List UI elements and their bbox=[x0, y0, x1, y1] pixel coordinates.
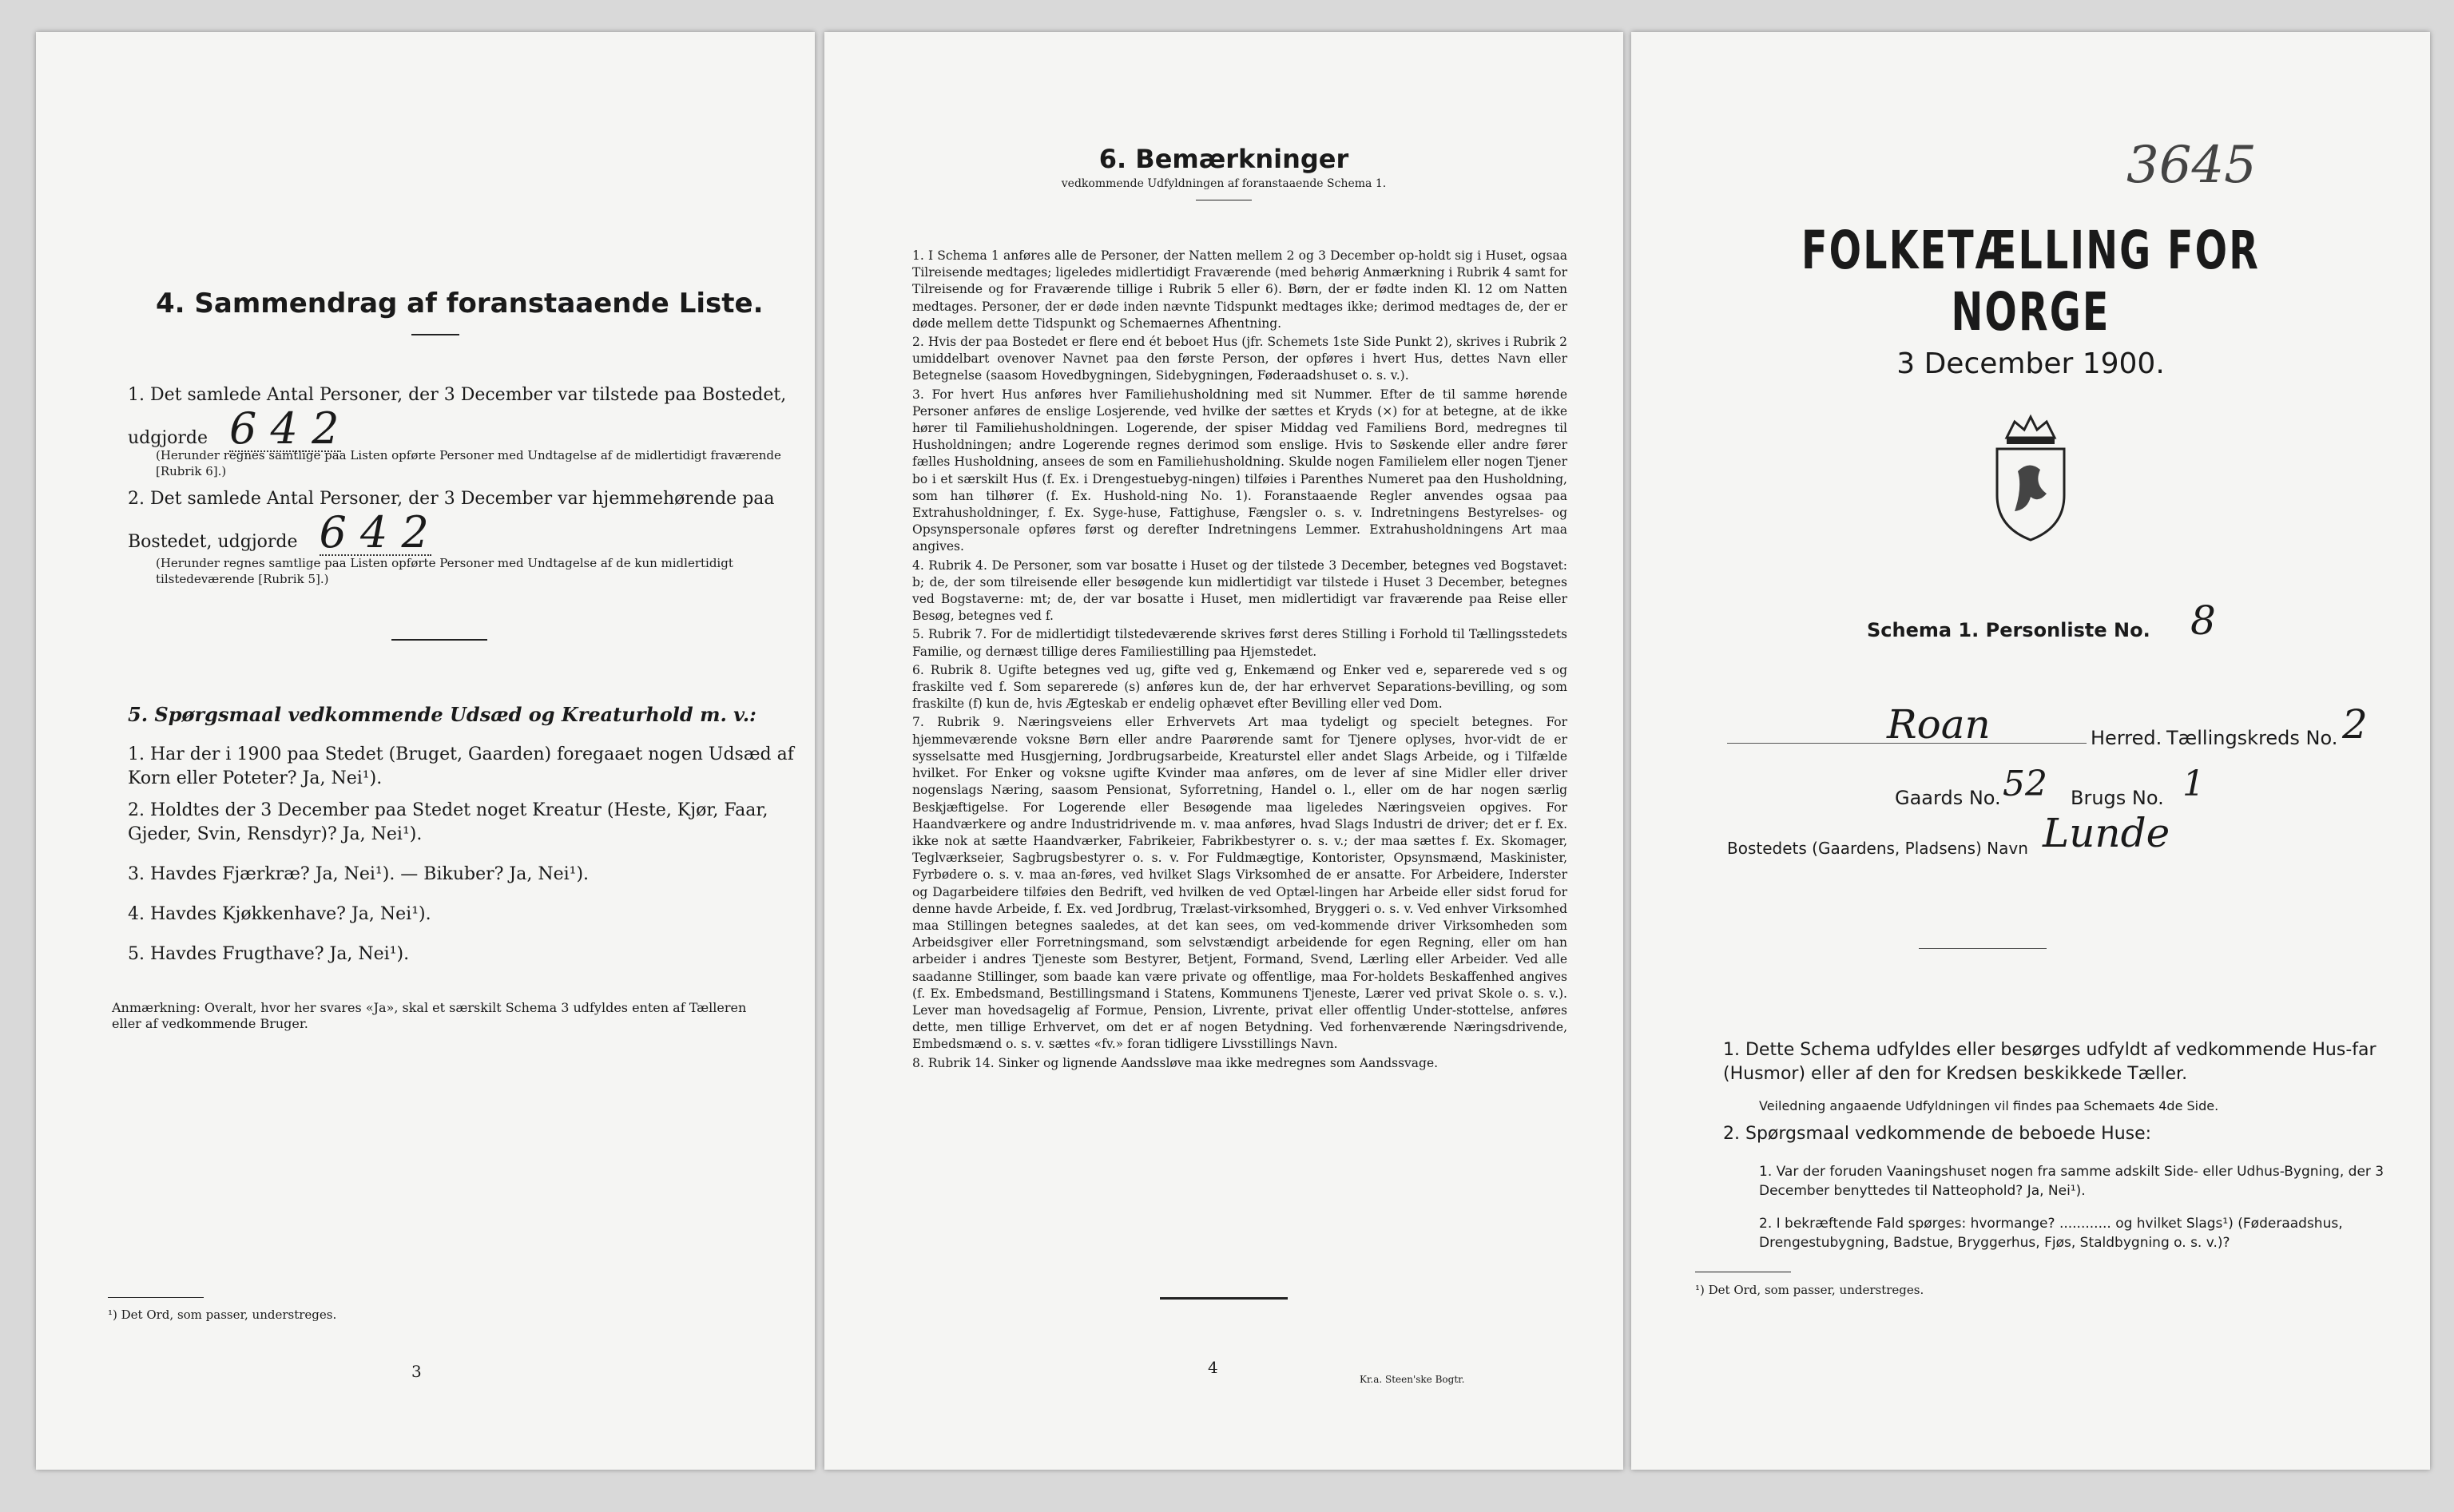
divider bbox=[391, 639, 487, 641]
footnote: ¹) Det Ord, som passer, understreges. bbox=[108, 1308, 337, 1322]
question-2-text: 2. Det samlede Antal Personer, der 3 December var hjemmehørende paa bbox=[128, 489, 775, 509]
page-remarks bbox=[824, 32, 1623, 1470]
question-2-note: (Herunder regnes samtlige paa Listen opførte Personer med Undtagelse af de kun midlertidigt tilstedeværende [Rubrik 5].) bbox=[156, 556, 733, 586]
section-4-heading: 4. Sammendrag af foranstaaende Liste. bbox=[156, 288, 764, 319]
printer-imprint: Kr.a. Steen'ske Bogtr. bbox=[1360, 1374, 1465, 1385]
instruction-2b: 2. I bekræftende Fald spørges: hvormange? ............ og hvilket Slags¹) (Føderaadshus, Drengestubygning, Badstue, Bryggerhus, Fjøs, Staldbygning o. s. v.)? bbox=[1759, 1216, 2343, 1251]
divider bbox=[411, 334, 459, 335]
census-date: 3 December 1900. bbox=[1896, 347, 2165, 380]
question-1 bbox=[128, 383, 799, 452]
sub-question-2: 2. Holdtes der 3 December paa Stedet noget Kreatur (Heste, Kjør, Faar, Gjeder, Svin, Rensdyr)? Ja, Nei¹). bbox=[128, 800, 768, 844]
instruction-2: 2. Spørgsmaal vedkommende de beboede Huse: bbox=[1723, 1124, 2152, 1144]
census-title: FOLKETÆLLING FOR NORGE bbox=[1801, 220, 2260, 343]
remark-item: 3. For hvert Hus anføres hver Familiehusholdning med sit Nummer. Efter de til samme hørende Personer anføres de enslige Losjerende, ved hvilke der sættes et Kryds (×) for at betegne, at de ikke hører til Familiehusholdningen. Logerende, der spiser Middag ved Familiens Bord, medregnes til Husholdningen; andre Logerende regnes derimod som enslige. Hvis to Søskende eller andre fører fælles Husholdning, ansees de som en Familiehusholdning. Skulde nogen Familielem eller nogen Tjener bo i et særskilt Hus (f. Ex. i Drengestuebyg-ningen) tilføies i Parenthes Numeret paa den Husholdning, som han tilhører (f. Ex. Hushold-ning No. 1). Foranstaaende Regler anvendes ogsaa paa Extrahusholdninger, f. Ex. Syge-huse, Fattighuse, Fængsler o. s. v. Indretningens Bestyrelses- og Opsynspersonale opføres først og derefter Indretningens Lemmer. Extrahusholdningens Art maa angives. bbox=[912, 387, 1567, 554]
sub-question-3: 3. Havdes Fjærkræ? Ja, Nei¹). — Bikuber? Ja, Nei¹). bbox=[128, 864, 590, 884]
archive-number: 3645 bbox=[2126, 136, 2257, 195]
page-number: 3 bbox=[411, 1362, 422, 1381]
question-1-text: 1. Det samlede Antal Personer, der 3 December var tilstede paa Bostedet, bbox=[128, 385, 787, 405]
remark-item: 5. Rubrik 7. For de midlertidigt tilstedeværende skrives først deres Stilling i Forhold til Tællingsstedets Familie, og dernæst tillige deres Familiestilling paa Hjemstedet. bbox=[912, 627, 1567, 659]
remark: Anmærkning: Overalt, hvor her svares «Ja», skal et særskilt Schema 3 udfyldes enten af Tælleren eller af vedkommende Bruger. bbox=[112, 1000, 747, 1031]
kreds-label: Tællingskreds No. bbox=[2166, 727, 2338, 749]
brugs-value: 1 bbox=[2182, 764, 2205, 804]
page-number: 4 bbox=[1208, 1358, 1218, 1377]
instruction-1-note: Veiledning angaaende Udfyldningen vil findes paa Schemaets 4de Side. bbox=[1759, 1098, 2219, 1113]
question-2-prefix: Bostedet, udgjorde bbox=[128, 532, 298, 552]
question-1-value: 6 4 2 bbox=[229, 407, 341, 452]
sub-question-4: 4. Havdes Kjøkkenhave? Ja, Nei¹). bbox=[128, 904, 431, 924]
remark-item: 8. Rubrik 14. Sinker og lignende Aandssløve maa ikke medregnes som Aandssvage. bbox=[912, 1055, 1439, 1070]
remark-item: 4. Rubrik 4. De Personer, som var bosatte i Huset og der tilstede 3 December, betegnes ved Bogstavet: b; de, der som tilreisende eller besøgende kun midlertidigt var tilstede i Huset 3 December, betegnes ved Bogstaverne: mt; de, der var bosatte i Huset, men midlertidigt var fraværende paa Reise eller Besøg, betegnes ved f. bbox=[912, 558, 1567, 624]
bosted-label: Bostedets (Gaardens, Pladsens) Navn bbox=[1727, 839, 2028, 858]
remarks-subtitle: vedkommende Udfyldningen af foranstaaende Schema 1. bbox=[1061, 177, 1387, 190]
section-5-heading: 5. Spørgsmaal vedkommende Udsæd og Kreaturhold m. v.: bbox=[128, 703, 756, 726]
gaards-label: Gaards No. bbox=[1895, 787, 2001, 809]
instruction-2a: 1. Var der foruden Vaaningshuset nogen fra samme adskilt Side- eller Udhus-Bygning, der 3 December benyttedes til Natteophold? Ja, Nei¹). bbox=[1759, 1164, 2385, 1199]
remarks-list bbox=[912, 248, 1567, 1073]
remark-item: 2. Hvis der paa Bostedet er flere end ét beboet Hus (jfr. Schemets 1ste Side Punkt 2), skrives i Rubrik 2 umiddelbart ovenover Navnet paa den første Person, der opføres i hvert Hus, dettes Navn eller Betegnelse (saasom Hovedbygningen, Sidebygningen, Føderaadshuset o. s. v.). bbox=[912, 335, 1567, 383]
divider bbox=[1919, 948, 2047, 949]
sub-question-1: 1. Har der i 1900 paa Stedet (Bruget, Gaarden) foregaaet nogen Udsæd af Korn eller Poteter? Ja, Nei¹). bbox=[128, 744, 794, 788]
sub-question-5: 5. Havdes Frugthave? Ja, Nei¹). bbox=[128, 944, 410, 964]
footnote: ¹) Det Ord, som passer, understreges. bbox=[1695, 1283, 1924, 1297]
schema-label: Schema 1. Personliste No. bbox=[1867, 619, 2150, 641]
schema-number: 8 bbox=[2190, 597, 2216, 644]
remark-item: 7. Rubrik 9. Næringsveiens eller Erhvervets Art maa tydeligt og specielt betegnes. For hjemmeværende voksne Børn eller andre Paarørende samt for Tjenere oplyses, hvor-vidt de er sysselsatte med Husgjerning, Jordbrugsarbeide, Kreaturstel eller andet Slags Arbeide, og i Tilfælde hvilket. For Enker og voksne ugifte Kvinder maa anføres, om de lever af sine Midler eller driver nogenslags Næring, saasom Pensionat, Syforretning, Handel o. l., eller om de har nogen særlig Beskjæftigelse. For Logerende eller Besøgende maa ligeledes Næringsveien opgives. For Haandværkere og andre Industridrivende m. v. maa anføres, hvad Slags Industri de driver; det er f. Ex. ikke nok at sætte Haandværker, Fabrikeier, Fabrikbestyrer o. s. v.; der maa sættes f. Ex. Skomager, Teglværkseier, Sagbrugsbestyrer o. s. v. For Fuldmægtige, Kontorister, Opsynsmænd, Maskinister, Fyrbødere o. s. v. maa an-føres, ved hvilket Slags Virksomhed de er ansatte. For Arbeidere, Inderster og Dagarbeidere tilføies den Bedrift, ved hvilken de ved Optæl-lingen har Arbeide eller sidst forud for denne havde Arbeide, f. Ex. ved Jordbrug, Trælast-virksomhed, Bryggeri o. s. v. Ved enhver Virksomhed maa Stillingen betegnes saaledes, at det kan sees, om ved-kommende driver Virksomheden som Arbeidsgiver eller Forretningsmand, som selvstændigt arbeidende for egen Regning, eller om han arbeider i andres Tjeneste som Bestyrer, Betjent, Formand, Svend, Lærling eller Arbeider. Ved alle saadanne Stillinger, som baade kan være private og offentlige, maa For-holdets Beskaffenhed angives (f. Ex. Embedsmand, Bestillingsmand i Statens, Kommunens Tjeneste, Lærer ved privat Skole o. s. v.). Lever man hovedsagelig af Formue, Pension, Livrente, privat eller offentlig Under-stottelse, anføres dette, men tillige Erhvervet, om det er af nogen Betydning. Ved forhenværende Næringsdrivende, Embedsmænd o. s. v. sættes «fv.» foran tidligere Livsstillings Navn. bbox=[912, 715, 1567, 1052]
bosted-value: Lunde bbox=[2043, 810, 2170, 856]
page-summary bbox=[36, 32, 815, 1470]
coat-of-arms-icon bbox=[1983, 407, 2079, 543]
question-1-prefix: udgjorde bbox=[128, 428, 208, 448]
page-cover bbox=[1631, 32, 2430, 1470]
gaards-value: 52 bbox=[2003, 764, 2047, 804]
kreds-value: 2 bbox=[2342, 701, 2368, 748]
question-1-note: (Herunder regnes samtlige paa Listen opførte Personer med Undtagelse af de midlertidigt fraværende [Rubrik 6].) bbox=[156, 448, 781, 478]
brugs-label: Brugs No. bbox=[2071, 787, 2164, 809]
instruction-1: 1. Dette Schema udfyldes eller besørges udfyldt af vedkommende Hus-far (Husmor) eller af den for Kredsen beskikkede Tæller. bbox=[1723, 1040, 2377, 1084]
question-2 bbox=[128, 487, 799, 556]
herred-label: Herred. bbox=[2091, 727, 2162, 749]
remarks-title: 6. Bemærkninger bbox=[1098, 144, 1349, 174]
divider bbox=[108, 1297, 204, 1298]
divider bbox=[1160, 1297, 1288, 1300]
remark-item: 6. Rubrik 8. Ugifte betegnes ved ug, gifte ved g, Enkemænd og Enker ved e, separerede ved s og fraskilte ved f. Som separerede (s) anføres kun de, der har erhvervet Separations-bevilling, og som fraskilte (f) kun de, hvis Ægteskab er endelig ophævet efter Bevilling eller ved Dom. bbox=[912, 662, 1567, 712]
question-2-value: 6 4 2 bbox=[320, 511, 431, 556]
herred-value: Roan bbox=[1887, 701, 1991, 748]
remark-item: 1. I Schema 1 anføres alle de Personer, der Natten mellem 2 og 3 December op-holdt sig i Huset, ogsaa Tilreisende medtages; ligeledes midlertidigt Fraværende (med behørig Anmærkning i Rubrik 4 samt for Tilreisende og for Fraværende tillige i Rubrik 5 eller 6). Børn, der er fødte inden Kl. 12 om Natten medtages. Personer, der er døde inden nævnte Tidspunkt medtages ikke; derimod medtages de, der er døde mellem dette Tidspunkt og Schemaernes Afhentning. bbox=[912, 248, 1567, 331]
